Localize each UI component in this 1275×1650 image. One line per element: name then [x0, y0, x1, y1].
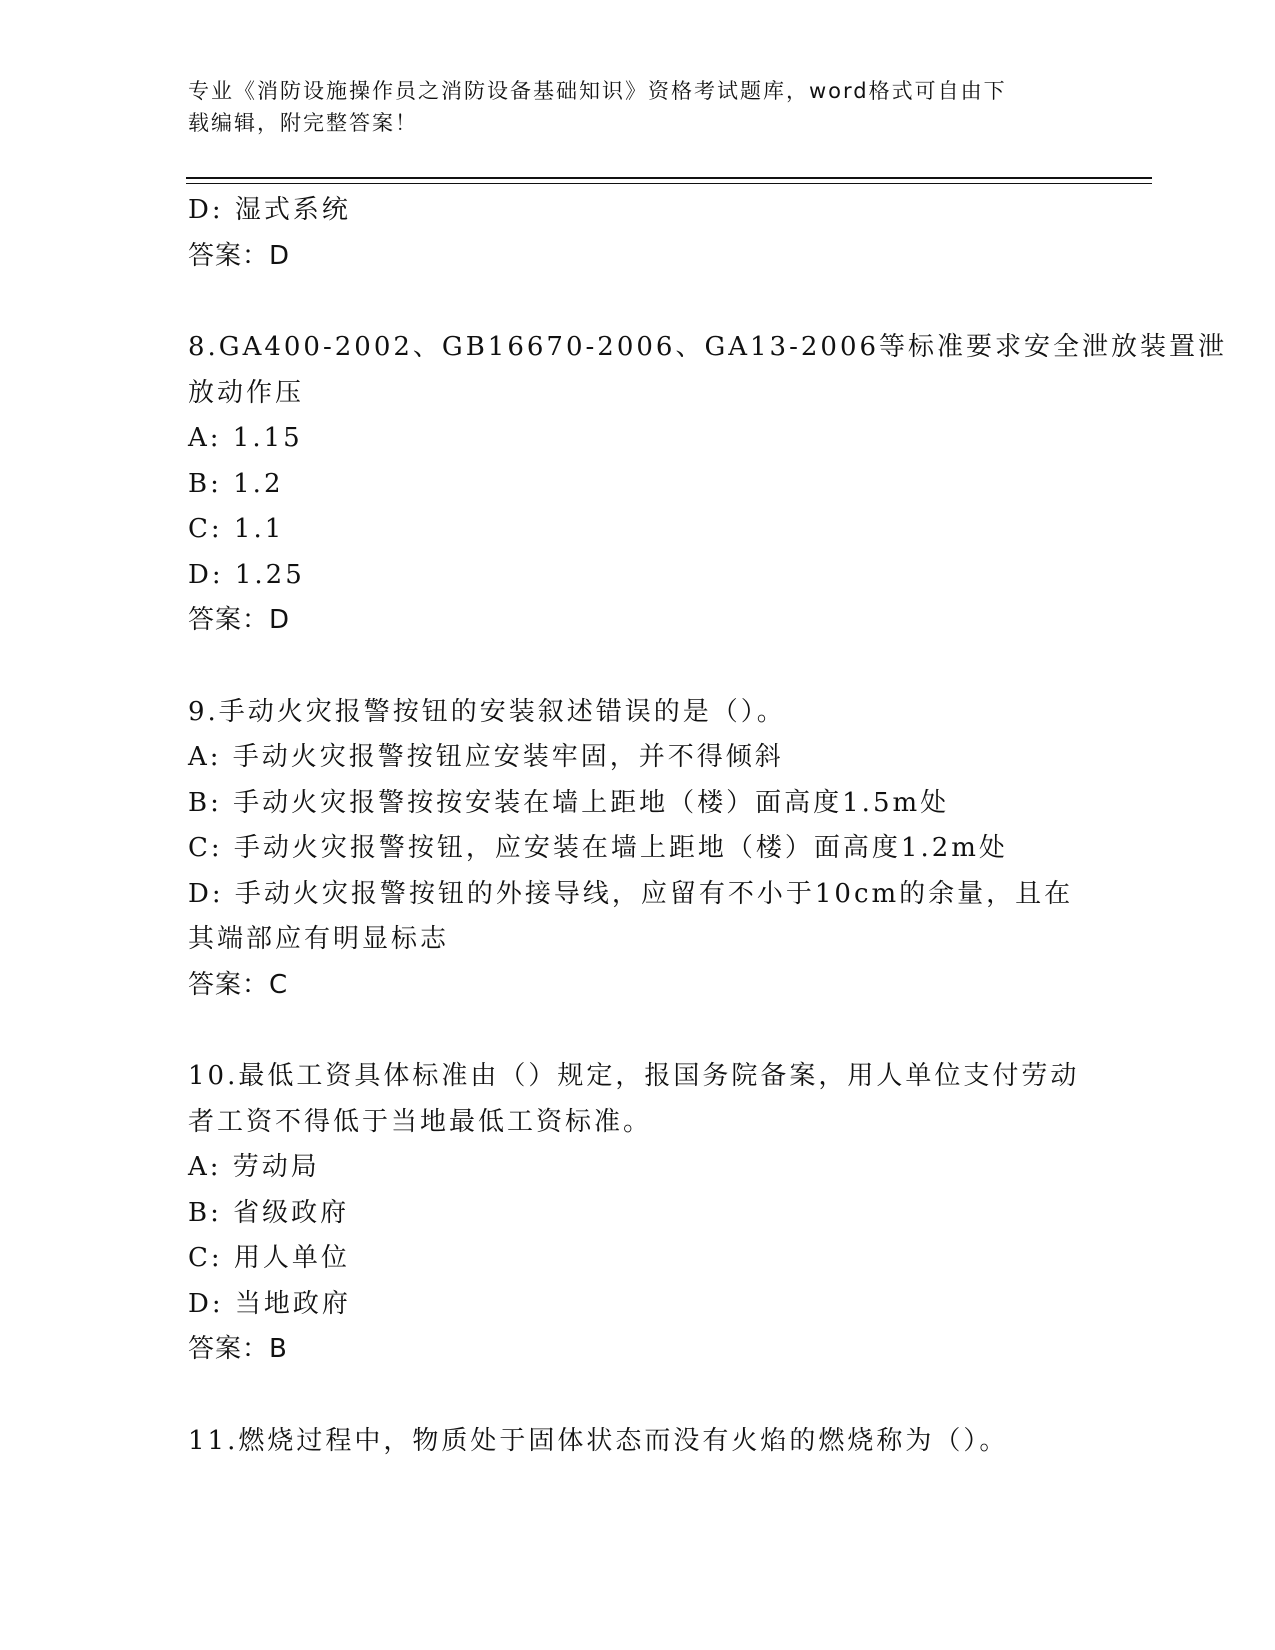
header-line-2: 载编辑，附完整答案！ — [188, 111, 418, 135]
option-a: A: 1.15 — [188, 423, 303, 453]
option-d: D: 手动火灾报警按钮的外接导线，应留有不小于10cm的余量，且在 — [188, 878, 1074, 909]
option-c: C: 手动火灾报警按钮，应安装在墙上距地（楼）面高度1.2m处 — [188, 833, 1008, 863]
question-10 — [188, 1054, 1088, 1373]
option-d: D: 当地政府 — [188, 1288, 351, 1319]
answer: 答案：B — [188, 1334, 288, 1364]
option-d: D: 湿式系统 — [188, 195, 351, 225]
question-stem-continued: 放动作压 — [188, 377, 305, 408]
option-c: C: 用人单位 — [188, 1243, 350, 1273]
question-stem-continued: 者工资不得低于当地最低工资标准。 — [188, 1106, 653, 1137]
header-line-1: 专业《消防设施操作员之消防设备基础知识》资格考试题库，word格式可自由下 — [188, 79, 1007, 103]
question-9 — [188, 690, 1088, 1009]
header-divider-thin — [186, 183, 1152, 184]
option-b: B: 1.2 — [188, 468, 284, 499]
option-d-continued: 其端部应有明显标志 — [188, 924, 450, 954]
option-c: C: 1.1 — [188, 514, 285, 544]
question-11 — [188, 1419, 1088, 1465]
question-stem: 11.燃烧过程中，物质处于固体状态而没有火焰的燃烧称为（）。 — [188, 1425, 1009, 1456]
answer: 答案：D — [188, 240, 291, 271]
spacer — [188, 1008, 1088, 1054]
option-d: D: 1.25 — [188, 559, 305, 590]
spacer — [188, 644, 1088, 690]
answer: 答案：C — [188, 969, 289, 1000]
question-list — [188, 188, 1228, 1464]
spacer — [188, 279, 1088, 325]
question-stem: 8.GA400-2002、GB16670-2006、GA13-2006等标准要求安全泄放装置泄 — [188, 332, 1228, 362]
header-divider-thick — [186, 177, 1152, 179]
spacer — [188, 1373, 1088, 1419]
question-8 — [188, 325, 1228, 644]
question-stem: 9.手动火灾报警按钮的安装叙述错误的是（）。 — [188, 696, 786, 727]
document-header — [188, 75, 1088, 139]
answer: 答案：D — [188, 605, 291, 635]
question-7 — [188, 188, 1088, 279]
option-a: A: 手动火灾报警按钮应安装牢固，并不得倾斜 — [188, 742, 784, 772]
option-b: B: 省级政府 — [188, 1197, 350, 1228]
option-a: A: 劳动局 — [188, 1152, 320, 1182]
question-stem: 10.最低工资具体标准由（）规定，报国务院备案，用人单位支付劳动 — [188, 1061, 1080, 1091]
option-b: B: 手动火灾报警按按安装在墙上距地（楼）面高度1.5m处 — [188, 787, 950, 818]
